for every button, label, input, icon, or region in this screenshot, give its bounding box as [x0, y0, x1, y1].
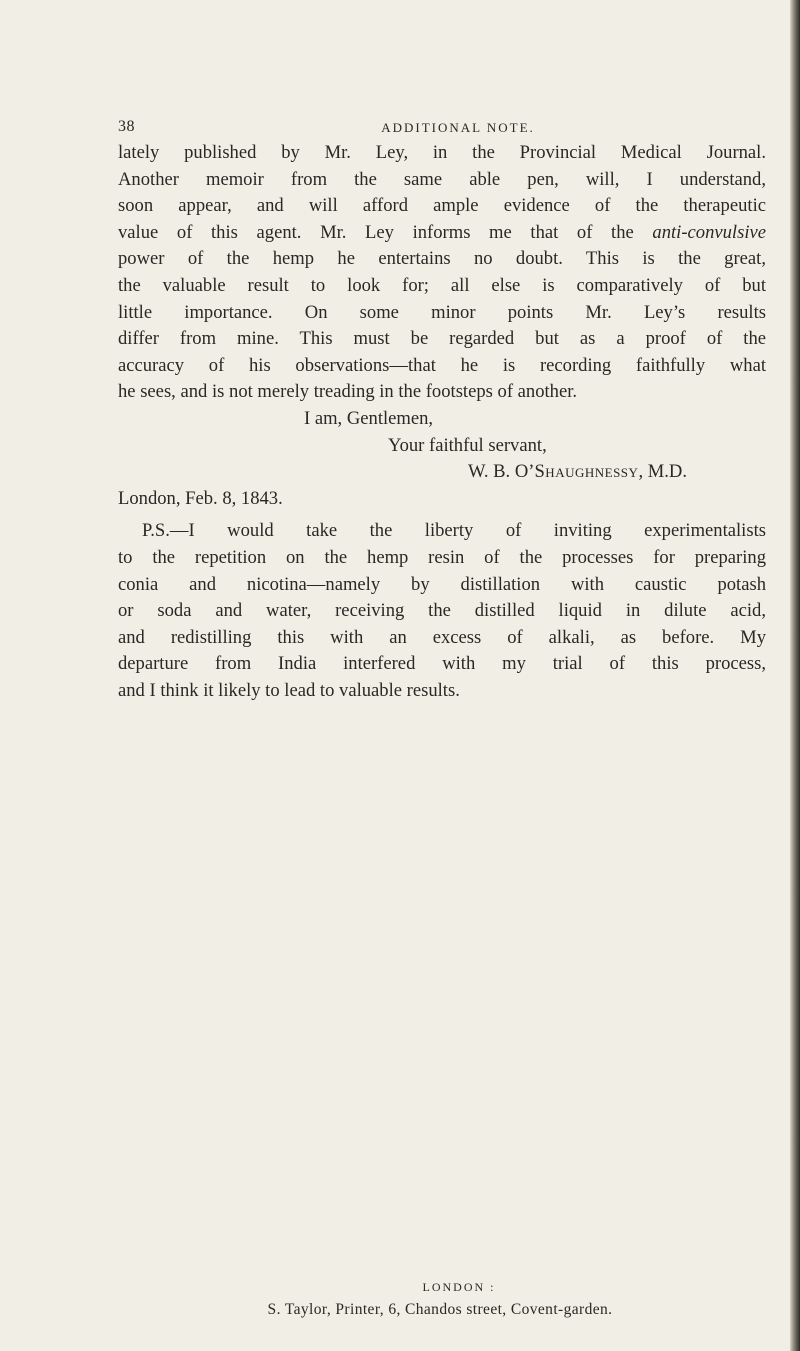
- letter-line: Another memoir from the same able pen, will, I understand,: [118, 168, 766, 190]
- letter-line: he sees, and is not merely treading in the footsteps of another.: [118, 381, 578, 403]
- letter-line: power of the hemp he entertains no doubt. This is the great,: [118, 248, 766, 270]
- imprint-city: LONDON :: [422, 1280, 496, 1294]
- letter-body: [118, 140, 766, 704]
- postscript-line: P.S.—I would take the liberty of inviting experimentalists: [142, 520, 766, 542]
- letter-line-text: value of this agent. Mr. Ley informs me that of the: [118, 221, 653, 243]
- page-number: 38: [118, 118, 135, 135]
- running-head: ADDITIONAL NOTE.: [381, 120, 535, 135]
- letter-line: lately published by Mr. Ley, in the Provincial Medical Journal.: [118, 142, 766, 163]
- signature-surname: Shaughnessy: [534, 461, 639, 483]
- page-header: [118, 118, 758, 142]
- letter-line: accuracy of his observations—that he is recording faithfully what: [118, 354, 766, 376]
- postscript-line: and I think it likely to lead to valuable results.: [118, 679, 460, 701]
- postscript-line: or soda and water, receiving the distilled liquid in dilute acid,: [118, 600, 766, 622]
- page-edge-shadow: [790, 0, 800, 1351]
- signature-initials: W. B. O’: [468, 461, 535, 483]
- emphasized-term: anti-convulsive: [652, 221, 766, 243]
- salutation: I am, Gentlemen,: [304, 407, 434, 429]
- letter-line: soon appear, and will afford ample evidence of the therapeutic: [118, 195, 766, 217]
- letter-line: [118, 220, 766, 247]
- printer-imprint: [130, 1280, 750, 1319]
- postscript-line: departure from India interfered with my trial of this process,: [118, 653, 766, 675]
- imprint-printer: S. Taylor, Printer, 6, Chandos street, Covent-garden.: [267, 1301, 613, 1318]
- signature: [118, 459, 766, 486]
- place-date: London, Feb. 8, 1843.: [118, 487, 283, 509]
- letter-line: little importance. On some minor points Mr. Ley’s results: [118, 301, 766, 323]
- letter-line: the valuable result to look for; all else is comparatively of but: [118, 274, 766, 296]
- postscript-line: to the repetition on the hemp resin of the processes for preparing: [118, 546, 766, 568]
- valediction: Your faithful servant,: [388, 434, 547, 456]
- postscript-line: and redistilling this with an excess of alkali, as before. My: [118, 626, 766, 648]
- letter-line: differ from mine. This must be regarded but as a proof of the: [118, 328, 766, 350]
- postscript-line: conia and nicotina—namely by distillation with caustic potash: [118, 573, 766, 595]
- signature-degree: , M.D.: [638, 461, 687, 483]
